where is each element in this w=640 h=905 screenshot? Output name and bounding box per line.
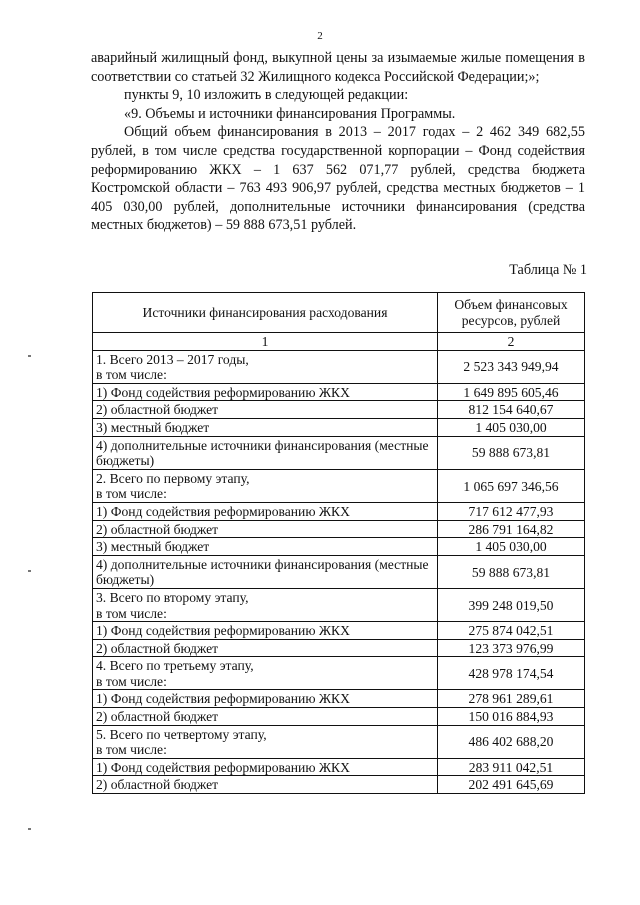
row-amount: 428 978 174,54 <box>438 657 585 690</box>
row-source: 5. Всего по четвертому этапу, <box>96 726 267 742</box>
row-amount: 286 791 164,82 <box>438 520 585 538</box>
row-source-cell <box>93 639 438 657</box>
row-source-cell <box>93 657 438 690</box>
row-source: 2) областной бюджет <box>96 709 219 725</box>
row-amount: 399 248 019,50 <box>438 588 585 621</box>
row-source: 1) Фонд содействия реформированию ЖКХ <box>96 759 350 775</box>
row-source-sub: в том числе: <box>96 486 167 502</box>
table-row <box>93 520 585 538</box>
table-row <box>93 708 585 726</box>
table-row <box>93 622 585 640</box>
table-row <box>93 418 585 436</box>
table-row <box>93 469 585 502</box>
row-source-cell <box>93 622 438 640</box>
scan-mark <box>28 355 31 357</box>
table-caption: Таблица № 1 <box>509 262 587 278</box>
row-amount: 1 065 697 346,56 <box>438 469 585 502</box>
row-amount: 275 874 042,51 <box>438 622 585 640</box>
table-row <box>93 555 585 588</box>
row-amount: 278 961 289,61 <box>438 690 585 708</box>
row-source: 4. Всего по третьему этапу, <box>96 658 254 674</box>
table-row <box>93 502 585 520</box>
row-source-cell <box>93 469 438 502</box>
paragraph-1: аварийный жилищный фонд, выкупной цены за изымаемые жилые помещения в соответствии со статьей 32 Жилищного кодекса Российской Федерации;»; <box>91 50 585 85</box>
row-amount: 717 612 477,93 <box>438 502 585 520</box>
row-source: 4) дополнительные источники финансирования (местные бюджеты) <box>96 437 429 469</box>
paragraph-2: пункты 9, 10 изложить в следующей редакции: <box>124 87 409 104</box>
row-source-sub: в том числе: <box>96 742 167 758</box>
row-source: 2. Всего по первому этапу, <box>96 470 250 486</box>
row-source-cell <box>93 708 438 726</box>
row-source-cell <box>93 690 438 708</box>
row-source: 1. Всего 2013 – 2017 годы, <box>96 351 249 367</box>
paragraph-4: Общий объем финансирования в 2013 – 2017 годах – 2 462 349 682,55 рублей, в том числе средства государственной корпорации – Фонд содействия реформированию ЖКХ – 1 637 562 071,77 рублей, средства бюджета Костромской области – 763 493 906,97 рублей, средства местных бюджетов – 1 405 030,00 рублей, дополнительные источники финансирования (средства местных бюджетов) – 59 888 673,51 рублей. <box>91 124 585 234</box>
row-amount: 1 405 030,00 <box>438 418 585 436</box>
row-source: 3) местный бюджет <box>96 419 210 435</box>
body-text <box>91 49 585 235</box>
row-source: 1) Фонд содействия реформированию ЖКХ <box>96 503 350 519</box>
column-number-row <box>93 333 585 351</box>
row-amount: 202 491 645,69 <box>438 776 585 794</box>
row-source-cell <box>93 350 438 383</box>
row-amount: 2 523 343 949,94 <box>438 350 585 383</box>
table-row <box>93 639 585 657</box>
table-row <box>93 350 585 383</box>
row-amount: 1 649 895 605,46 <box>438 383 585 401</box>
row-amount: 59 888 673,81 <box>438 436 585 469</box>
financing-table <box>92 292 585 794</box>
row-source: 3. Всего по второму этапу, <box>96 589 249 605</box>
row-source-cell <box>93 418 438 436</box>
table-row <box>93 758 585 776</box>
row-amount: 59 888 673,81 <box>438 555 585 588</box>
row-source-cell <box>93 776 438 794</box>
row-source-cell <box>93 758 438 776</box>
row-source: 2) областной бюджет <box>96 777 219 793</box>
row-amount: 283 911 042,51 <box>438 758 585 776</box>
row-source: 2) областной бюджет <box>96 521 219 537</box>
table-row <box>93 588 585 621</box>
row-amount: 123 373 976,99 <box>438 639 585 657</box>
row-source-sub: в том числе: <box>96 673 167 689</box>
table-row <box>93 776 585 794</box>
row-source-sub: в том числе: <box>96 367 167 383</box>
header-amount: Объем финансовых ресурсов, рублей <box>438 293 585 333</box>
row-source-cell <box>93 436 438 469</box>
row-amount: 486 402 688,20 <box>438 725 585 758</box>
row-source-cell <box>93 538 438 556</box>
row-amount: 1 405 030,00 <box>438 538 585 556</box>
row-source-cell <box>93 725 438 758</box>
row-amount: 150 016 884,93 <box>438 708 585 726</box>
row-source-sub: в том числе: <box>96 605 167 621</box>
table-row <box>93 725 585 758</box>
table-row <box>93 401 585 419</box>
header-sources: Источники финансирования расходования <box>93 293 438 333</box>
row-source-cell <box>93 520 438 538</box>
table-row <box>93 436 585 469</box>
row-source: 1) Фонд содействия реформированию ЖКХ <box>96 623 350 639</box>
row-source: 2) областной бюджет <box>96 402 219 418</box>
paragraph-3: «9. Объемы и источники финансирования Программы. <box>124 105 456 122</box>
row-source-cell <box>93 401 438 419</box>
row-source-cell <box>93 383 438 401</box>
table-row <box>93 690 585 708</box>
column-number-1: 1 <box>93 333 438 351</box>
scan-mark <box>28 570 31 572</box>
column-number-2: 2 <box>438 333 585 351</box>
row-source: 1) Фонд содействия реформированию ЖКХ <box>96 384 350 400</box>
row-source-cell <box>93 555 438 588</box>
table-row <box>93 383 585 401</box>
row-source-cell <box>93 588 438 621</box>
table-row <box>93 657 585 690</box>
row-amount: 812 154 640,67 <box>438 401 585 419</box>
row-source: 1) Фонд содействия реформированию ЖКХ <box>96 691 350 707</box>
table-header-row <box>93 293 585 333</box>
row-source: 3) местный бюджет <box>96 539 210 555</box>
row-source-cell <box>93 502 438 520</box>
row-source: 2) областной бюджет <box>96 640 219 656</box>
table-row <box>93 538 585 556</box>
row-source: 4) дополнительные источники финансирования (местные бюджеты) <box>96 556 429 588</box>
page-number: 2 <box>317 30 323 42</box>
scan-mark <box>28 828 31 830</box>
